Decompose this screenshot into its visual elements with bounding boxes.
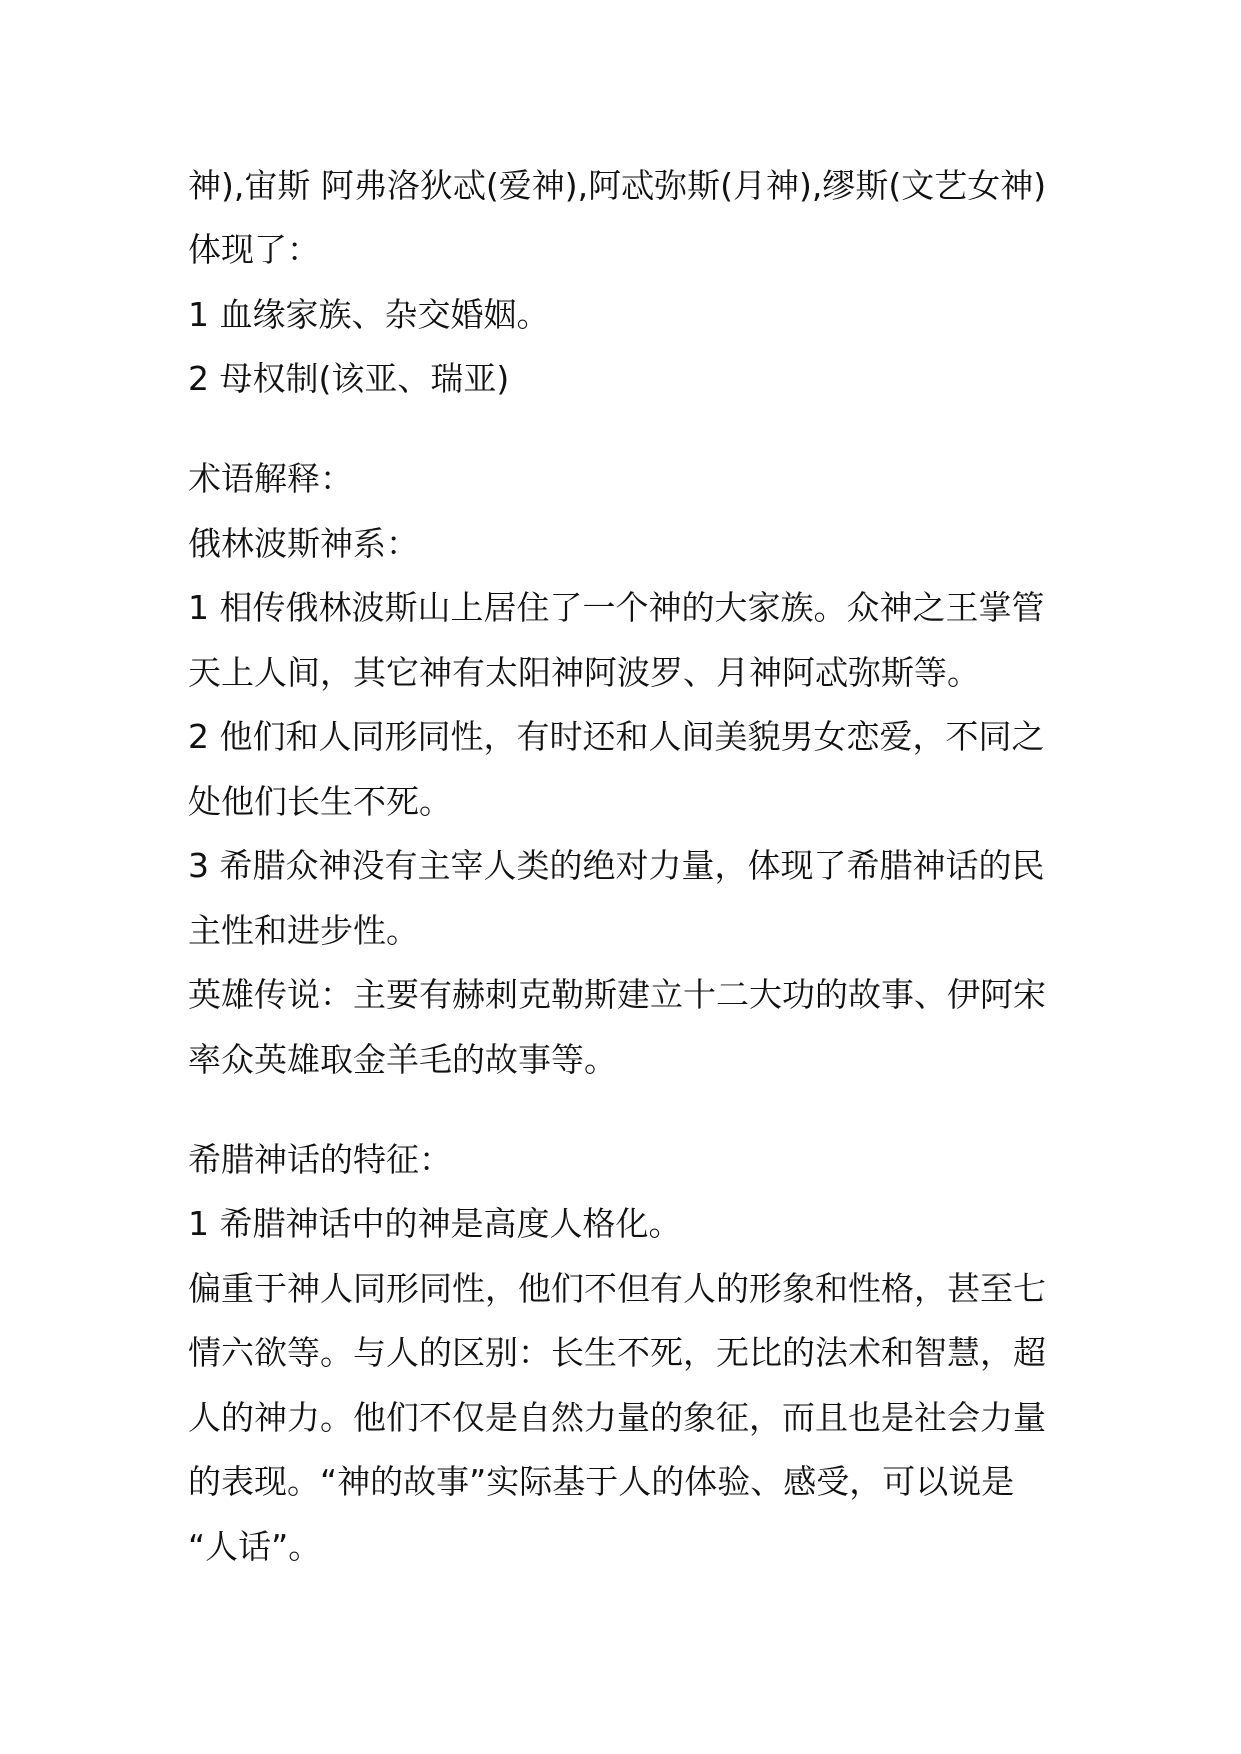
paragraph-line: 偏重于神人同形同性，他们不但有人的形象和性格，甚至七 [188,1269,1046,1308]
section-heading: 术语解释： [188,459,353,498]
paragraph-line: 英雄传说：主要有赫刺克勒斯建立十二大功的故事、伊阿宋 [188,975,1046,1014]
text-line: 神),宙斯 阿弗洛狄忒(爱神),阿忒弥斯(月神),缪斯(文艺女神) [188,166,1047,205]
section-heading: 希腊神话的特征： [188,1140,452,1179]
text-line: 体现了： [188,230,320,269]
list-item: 1 希腊神话中的神是高度人格化。 [188,1204,682,1243]
paragraph-line: “人话”。 [188,1527,322,1566]
list-item: 1 血缘家族、杂交婚姻。 [188,295,550,334]
paragraph-line: 天上人间，其它神有太阳神阿波罗、月神阿忒弥斯等。 [188,653,980,692]
paragraph-line: 处他们长生不死。 [188,782,452,821]
term-heading: 俄林波斯神系： [188,524,419,563]
paragraph-line: 3 希腊众神没有主宰人类的绝对力量，体现了希腊神话的民 [188,846,1045,885]
paragraph-line: 2 他们和人同形同性，有时还和人间美貌男女恋爱，不同之 [188,717,1045,756]
paragraph-line: 1 相传俄林波斯山上居住了一个神的大家族。众神之王掌管 [188,588,1045,627]
paragraph-line: 人的神力。他们不仅是自然力量的象征，而且也是社会力量 [188,1398,1046,1437]
paragraph-line: 的表现。“神的故事”实际基于人的体验、感受，可以说是 [188,1462,1015,1501]
paragraph-line: 主性和进步性。 [188,911,419,950]
paragraph-line: 情六欲等。与人的区别：长生不死，无比的法术和智慧，超 [188,1333,1046,1372]
paragraph-line: 率众英雄取金羊毛的故事等。 [188,1040,617,1079]
list-item: 2 母权制(该亚、瑞亚) [188,359,510,398]
